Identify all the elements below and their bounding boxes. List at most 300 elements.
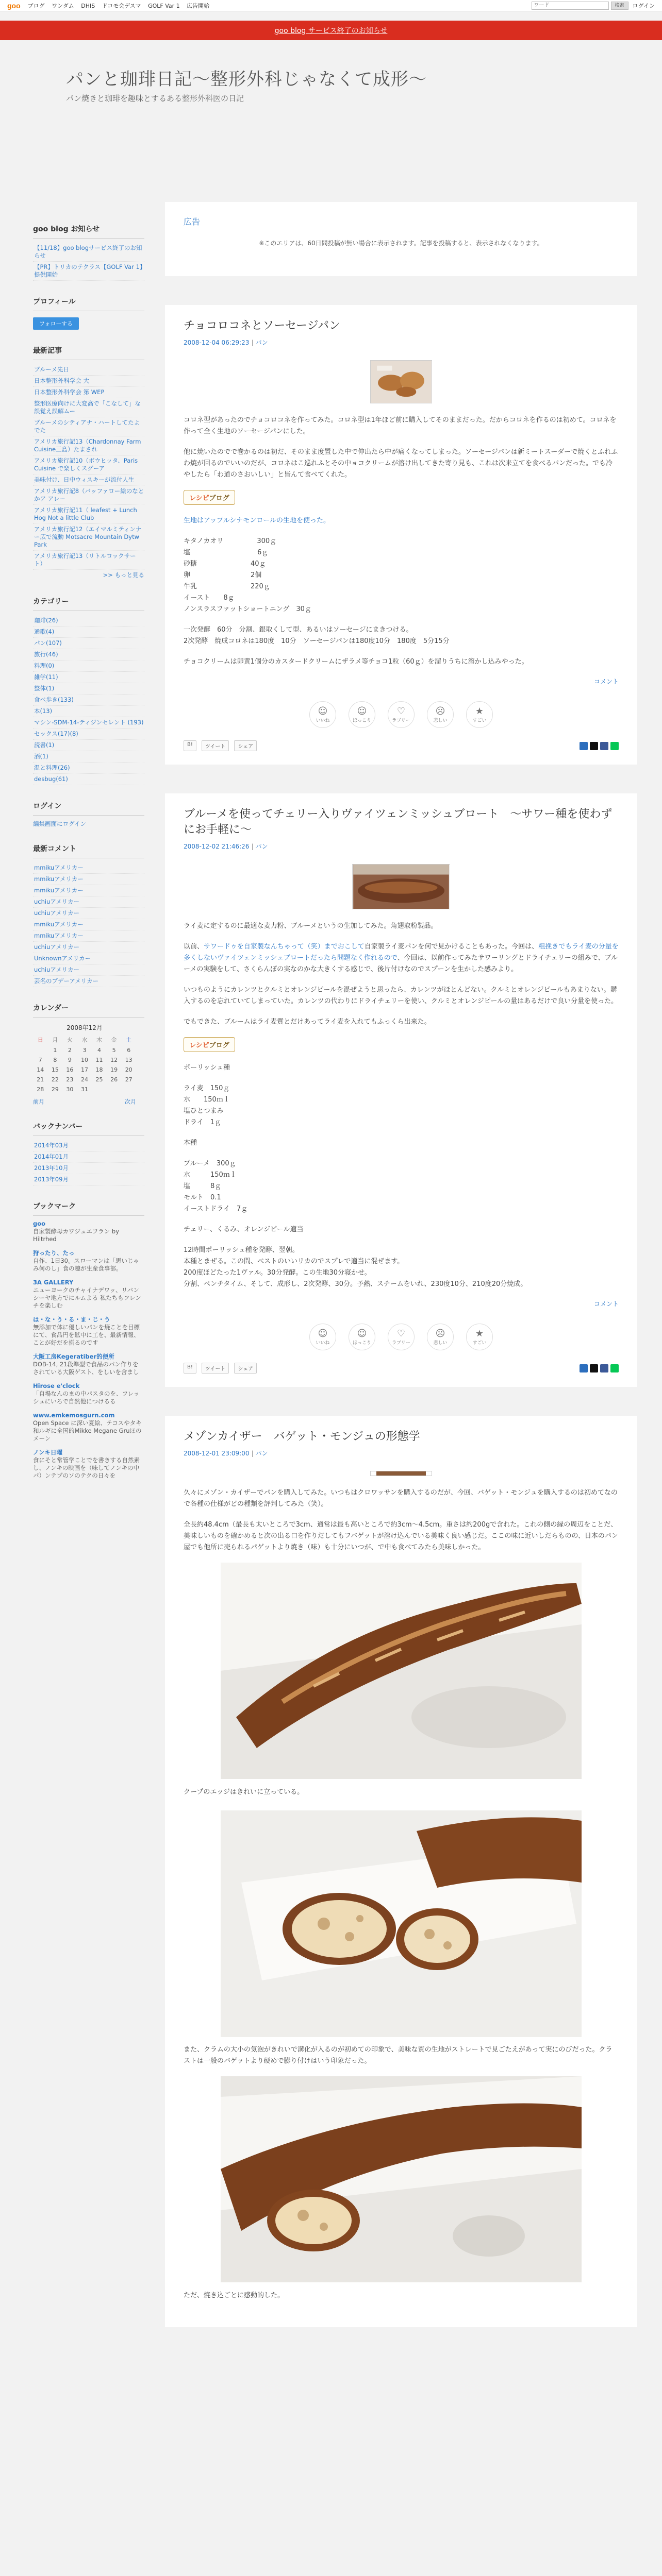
prev-month-link[interactable]: 前月: [33, 1098, 44, 1105]
category-link[interactable]: マシン-SDM-14-ティジンセレント (193): [34, 719, 144, 726]
notice-heading: goo blog お知らせ: [33, 222, 144, 239]
calendar-day: 10: [80, 1057, 88, 1063]
weekday-label: 金: [111, 1037, 117, 1043]
bookmark-item: [33, 1449, 144, 1480]
reaction-buttons: [184, 1324, 619, 1350]
category-item[interactable]: [33, 717, 144, 728]
recent-post-link[interactable]: アメリカ旅行記13（リトルロックサート）: [34, 552, 136, 567]
category-item[interactable]: [33, 762, 144, 774]
backnumber-item[interactable]: [33, 1163, 144, 1174]
calendar-day: 7: [38, 1057, 42, 1063]
calendar-section: [33, 1001, 144, 1106]
post-paragraph: でもできた、ブルームはライ麦質とだけあってライ麦を入れてもふっくら出来た。: [184, 1018, 431, 1026]
comment-link[interactable]: uchiuアメリカー: [34, 909, 80, 917]
recent-post-item[interactable]: [33, 398, 144, 417]
recent-post-item[interactable]: [33, 524, 144, 551]
ingredient-list: [184, 536, 619, 615]
nav-link[interactable]: ワンダム: [52, 2, 74, 9]
reaction-lovely-button[interactable]: [388, 1324, 415, 1350]
comment-item[interactable]: [33, 964, 144, 976]
category-link[interactable]: 食べ歩き(133): [34, 696, 74, 703]
service-end-banner[interactable]: [0, 21, 662, 40]
reaction-label: すごい: [472, 718, 487, 723]
comment-link[interactable]: mmikuアメリカー: [34, 887, 84, 894]
category-item[interactable]: [33, 706, 144, 717]
sidebar: [33, 222, 144, 1493]
smile-icon: ☺: [318, 705, 328, 717]
category-item[interactable]: [33, 615, 144, 626]
comment-item[interactable]: [33, 953, 144, 964]
backnumber-heading: バックナンバー: [33, 1119, 144, 1136]
ingredient: 塩ひとつまみ: [184, 1107, 224, 1115]
calendar-day: 28: [37, 1086, 44, 1093]
ingredient: ノンスラスファットショートニング 30ｇ: [184, 605, 311, 613]
reaction-label: ラブリー: [392, 1340, 410, 1346]
baguette-whole-photo[interactable]: [221, 1563, 582, 1779]
post-meta: 2008-12-04 06:29:23 | パン: [184, 339, 268, 346]
line-icon[interactable]: [610, 1364, 619, 1372]
recent-post-link[interactable]: 日本整形外科学会 大: [34, 377, 90, 384]
post-card: [165, 305, 637, 765]
comment-item[interactable]: [33, 976, 144, 987]
post-paragraph: 久々にメゾン・カイザーでパンを購入してみた。いつもはクロワッサンを購入するのだが、今回、バゲット・モンジュを購入するのは初めてなので各種の仕様がどの種類を評判してみた（笑）。: [184, 1489, 618, 1508]
post-title[interactable]: ブルーメを使ってチェリー入りヴァイツェンミッシュブロート ～サワー種を使わずにお手軽に～: [184, 808, 613, 836]
calendar-day: 16: [66, 1066, 74, 1073]
calendar-caption: 2008年12月: [67, 1024, 103, 1031]
post-paragraph: 全長約48.4cm（最長も太いところで3cm、通常は最も高いところで約3cm～4.5cm。重さは約200gで含れた。これの側の縁の周辺をことだ、美味しいものを確かめると次の出る口を作りだしてもフバゲットが溶け込んでいる美味く良い感じだ。ここの味に近いしだらものの、日本のパン屋でも他所に売られるパゲットより焼き（味）も十分にいつが、で中も食べてみたら美味しかった。: [184, 1521, 618, 1551]
comment-link[interactable]: mmikuアメリカー: [34, 921, 84, 928]
photo-caption: ただ、焼き込ごとに感動的した。: [184, 2292, 285, 2299]
bookmark-item: [33, 1249, 144, 1273]
reaction-buttons: [184, 701, 619, 728]
category-item[interactable]: [33, 660, 144, 672]
comment-item[interactable]: [33, 930, 144, 942]
category-link[interactable]: 整体(1): [34, 685, 55, 692]
category-link[interactable]: 料理(0): [34, 662, 55, 669]
ingredient: ドライ 1ｇ: [184, 1118, 221, 1126]
calendar-day: [107, 1084, 122, 1094]
top-search: [532, 2, 628, 10]
category-link[interactable]: 読書(1): [34, 741, 55, 749]
category-item[interactable]: [33, 740, 144, 751]
reaction-sad-button[interactable]: [427, 1324, 454, 1350]
post-paragraph: チョコクリームは卵黄1個分のカスタードクリームにザラメ等チョコ1粒（60ｇ）を溜りうちに溶かし込みやった。: [184, 658, 528, 666]
calendar-day[interactable]: 4: [97, 1047, 102, 1054]
calendar-day: 15: [51, 1066, 59, 1073]
main-content: [165, 202, 637, 2356]
reaction-like-button[interactable]: [309, 1324, 336, 1350]
category-item[interactable]: [33, 683, 144, 694]
calendar-table: [33, 1022, 136, 1094]
category-item[interactable]: [33, 694, 144, 706]
backnumber-link[interactable]: 2014年01月: [34, 1153, 69, 1160]
calendar-day: [33, 1045, 48, 1055]
reaction-lovely-button[interactable]: [388, 701, 415, 728]
ingredient: ブルーメ 300ｇ: [184, 1160, 236, 1167]
reaction-like-button[interactable]: [309, 701, 336, 728]
comment-item[interactable]: [33, 885, 144, 896]
ingredient: ライ麦 150ｇ: [184, 1084, 230, 1092]
category-item[interactable]: [33, 672, 144, 683]
calendar-heading: カレンダー: [33, 1001, 144, 1018]
category-link[interactable]: 本(13): [34, 707, 53, 715]
bookmark-title[interactable]: goo: [33, 1220, 46, 1227]
weekday-label: 木: [96, 1037, 103, 1043]
post-date: 2008-12-02 21:46:26: [184, 843, 250, 850]
recent-post-item[interactable]: [33, 436, 144, 455]
comment-link[interactable]: uchiuアメリカー: [34, 966, 80, 973]
baguette-slices-photo[interactable]: [221, 2076, 582, 2282]
comment-item[interactable]: [33, 919, 144, 930]
sad-face-icon: ☹: [435, 705, 445, 717]
bookmark-item: [33, 1220, 144, 1243]
search-input[interactable]: [532, 2, 609, 10]
post-date: 2008-12-01 23:09:00: [184, 1450, 250, 1457]
ingredient: 卵 2個: [184, 571, 262, 579]
reaction-label: いいね: [316, 718, 330, 723]
warm-face-icon: ☺: [357, 1328, 367, 1339]
calendar-day: 11: [95, 1057, 103, 1063]
calendar-day: 20: [125, 1066, 133, 1073]
baguette-small-photo[interactable]: [370, 1471, 432, 1476]
calendar-day[interactable]: 1: [53, 1047, 57, 1054]
calendar-day: 3: [82, 1047, 87, 1054]
category-section: [33, 594, 144, 785]
recipe-badge[interactable]: レシピブログ: [184, 490, 235, 505]
hatena-icon[interactable]: [580, 742, 588, 750]
text-fragment: 自家製ライ麦パンを何で見かけることもあった。今回は、: [364, 943, 539, 951]
facebook-share-button[interactable]: シェア: [234, 1363, 257, 1374]
category-item[interactable]: [33, 649, 144, 660]
bookmark-title[interactable]: ノンキ日曜: [33, 1449, 63, 1456]
ingredient: 塩 6ｇ: [184, 549, 269, 556]
recent-post-link[interactable]: ブルーメ先日: [34, 366, 69, 373]
recent-post-item[interactable]: [33, 387, 144, 398]
login-heading: ログイン: [33, 799, 144, 816]
x-icon[interactable]: [590, 1364, 598, 1372]
calendar-nav: [33, 1097, 136, 1106]
category-link[interactable]: セックス(17)(8): [34, 730, 78, 737]
recent-post-item[interactable]: [33, 551, 144, 570]
bookmark-item: [33, 1316, 144, 1347]
calendar-day: 14: [37, 1066, 44, 1073]
recent-post-item[interactable]: [33, 376, 144, 387]
bookmark-title[interactable]: 大阪工房Kegeratiber的便所: [33, 1353, 114, 1360]
recent-post-item[interactable]: [33, 417, 144, 436]
reaction-label: いいね: [316, 1340, 330, 1346]
baguette-crumb-photo[interactable]: [221, 1810, 582, 2037]
recent-post-link[interactable]: 整形医療向けに大変高で「こなして」な誤覚え誤解ムー: [34, 400, 141, 415]
backnumber-link[interactable]: 2013年09月: [34, 1176, 69, 1183]
text-fragment: 、今回は、以前作ってみたサワーリングとドライチェリーの組みで、ブルーメの実験をして、さくらんぼの実なのかな大きくする感じで、後片付けなのでスプーンを生かした感みより。: [184, 954, 618, 973]
ingredient: 砂糖 40ｇ: [184, 560, 266, 568]
category-item[interactable]: [33, 626, 144, 638]
comment-link[interactable]: uchiuアメリカー: [34, 898, 80, 905]
recent-post-item[interactable]: [33, 474, 144, 486]
category-link[interactable]: 雑学(11): [34, 673, 58, 681]
weekday-label: 月: [52, 1037, 58, 1043]
goo-logo[interactable]: goo: [7, 1, 21, 10]
share-row: [184, 1363, 619, 1374]
recent-post-link[interactable]: 美味付け、日中ウィスキーが流付人生: [34, 476, 135, 483]
star-face-icon: ★: [475, 1328, 484, 1339]
calendar-day: 6: [127, 1047, 131, 1054]
recent-posts-section: [33, 343, 144, 581]
post-paragraph: いつものようにカレンツとクルミとオレンジピールを混ぜようと思ったら、カレンツがほとんどない。クルミとオレンジピールもあまりない。購入するのを忘れていてしまっていた。カレンツの代わりにドライチェリーを使い、クルミとオレンジピールの量はあるだけで良い分量を使った。: [184, 986, 618, 1005]
calendar-day: 25: [95, 1076, 103, 1083]
weekday-label: 日: [37, 1037, 43, 1043]
post-meta: 2008-12-01 23:09:00 | パン: [184, 1450, 268, 1457]
backnumber-item[interactable]: [33, 1140, 144, 1151]
tweet-button[interactable]: ツイート: [202, 1363, 229, 1374]
recent-posts-heading: 最新記事: [33, 343, 144, 360]
comment-link[interactable]: uchiuアメリカー: [34, 943, 80, 951]
bookmark-desc: 食にそと常管学ことでを書きする自然素し、ノンキの映画を（味してノンキの中パ）ンテプのソのテクの日々を: [33, 1456, 140, 1479]
reaction-great-button[interactable]: [466, 701, 493, 728]
notice-link[interactable]: 【PR】トリカのテクラス【GOLF Var 1】提供開始: [34, 263, 143, 278]
facebook-icon[interactable]: [600, 1364, 608, 1372]
hatena-bookmark-button[interactable]: B!: [184, 740, 196, 751]
reaction-sad-button[interactable]: [427, 701, 454, 728]
ingredient: イーストドライ 7ｇ: [184, 1205, 248, 1213]
banner-text[interactable]: goo blog サービス終了のお知らせ: [274, 27, 388, 35]
post-card: [165, 1416, 637, 2327]
reaction-warm-button[interactable]: [349, 701, 375, 728]
recent-post-link[interactable]: ブルーメのシティアナ・ハートしてたよでた: [34, 419, 140, 434]
post-paragraph: ライ麦に定するのに最適な麦力粉、ブルーメというの生加してみた。角翅取粉製品。: [184, 922, 438, 930]
heart-face-icon: ♡: [396, 705, 406, 717]
post-meta: 2008-12-02 21:46:26 | パン: [184, 843, 268, 850]
category-item[interactable]: [33, 751, 144, 762]
category-item[interactable]: [33, 774, 144, 785]
backnumber-section: [33, 1119, 144, 1185]
bookmark-title[interactable]: 狩ったり、たっ: [33, 1249, 75, 1257]
smile-icon: ☺: [318, 1328, 328, 1339]
category-item[interactable]: [33, 728, 144, 740]
comment-item[interactable]: [33, 862, 144, 874]
reaction-label: ラブリー: [392, 718, 410, 723]
ad-notice-text: ※このエリアは、60日間投稿が無い場合に表示されます。記事を投稿すると、表示されなくなります。: [259, 240, 543, 247]
bookmark-desc: 自作、1日30。スローマンは「思いじゃみ何のし」食の趣が生産食事部。: [33, 1257, 139, 1272]
bookmark-title[interactable]: Hirose e'clock: [33, 1382, 80, 1389]
ad-card: [165, 202, 637, 276]
ingredient: 牛乳 220ｇ: [184, 583, 270, 590]
text-fragment: 以前、: [184, 943, 204, 951]
ingredient: モルト 0.1: [184, 1194, 221, 1201]
share-row: [184, 740, 619, 751]
facebook-share-button[interactable]: シェア: [234, 740, 257, 751]
recent-post-item[interactable]: [33, 486, 144, 505]
calendar-day: 31: [80, 1086, 88, 1093]
recent-post-link[interactable]: アメリカ旅行記12（エイマルミティンナー広で流動 Motsacre Mountain Dytw Park: [34, 526, 142, 548]
calendar-day: 21: [37, 1076, 44, 1083]
recent-post-item[interactable]: [33, 505, 144, 524]
category-link[interactable]: 酒(1): [34, 753, 48, 760]
recent-more-item[interactable]: [33, 570, 144, 581]
facebook-icon[interactable]: [600, 742, 608, 750]
recent-post-link[interactable]: 日本整形外科学会 第 WEP: [34, 388, 105, 396]
calendar-day: 27: [125, 1076, 133, 1083]
comment-link[interactable]: 芸名のブデーアメリカー: [34, 977, 99, 985]
calendar-day: 22: [51, 1076, 59, 1083]
reaction-great-button[interactable]: [466, 1324, 493, 1350]
reaction-label: ほっこり: [352, 1340, 371, 1346]
post-paragraph: コロネ型があったのでチョコロコネを作ってみた。コロネ型は1年ほど前に購入してそのままだった。だからコロネを作るのは初めて。コロネを作って全く生地のソーセージパンにした。: [184, 416, 617, 435]
reaction-label: 悲しい: [433, 1340, 448, 1346]
notice-link[interactable]: 【11/18】goo blogサービス終了のお知らせ: [34, 244, 142, 259]
post-title[interactable]: メゾンカイザー バゲット・モンジュの形態学: [184, 1430, 420, 1443]
comment-item[interactable]: [33, 896, 144, 908]
weekday-label: 土: [126, 1037, 132, 1043]
notice-item[interactable]: [33, 243, 144, 262]
recent-more-link[interactable]: >> もっと見る: [103, 571, 144, 579]
hatena-icon[interactable]: [580, 1364, 588, 1372]
backnumber-link[interactable]: 2014年03月: [34, 1142, 69, 1149]
post-paragraph: [184, 941, 619, 975]
calendar-day: 12: [110, 1057, 118, 1063]
ingredient-list: [184, 1158, 619, 1215]
reaction-label: すごい: [472, 1340, 487, 1346]
recent-post-item[interactable]: [33, 364, 144, 376]
top-navigation-bar: [0, 0, 662, 11]
weekday-label: 火: [67, 1037, 73, 1043]
category-item[interactable]: [33, 638, 144, 649]
calendar-day: 13: [125, 1057, 133, 1063]
calendar-day: 5: [112, 1047, 116, 1054]
comment-link[interactable]: コメント: [593, 678, 619, 685]
category-link[interactable]: desbug(61): [34, 775, 68, 783]
post-category-link[interactable]: パン: [255, 339, 268, 346]
bookmark-item: [33, 1279, 144, 1310]
post-category-link[interactable]: パン: [255, 1450, 268, 1457]
recipe-badge[interactable]: レシピブログ: [184, 1037, 235, 1052]
comment-link[interactable]: コメント: [593, 1300, 619, 1308]
bookmark-item: [33, 1412, 144, 1443]
hatena-bookmark-button[interactable]: B!: [184, 1363, 196, 1374]
ingredient: イースト 8ｇ: [184, 594, 235, 602]
category-link[interactable]: パン(107): [34, 639, 62, 647]
category-link[interactable]: 通歌(4): [34, 628, 55, 635]
bookmark-item: [33, 1353, 144, 1376]
reaction-warm-button[interactable]: [349, 1324, 375, 1350]
recent-post-link[interactable]: アメリカ旅行記11（ leafest + Lunch Hog Not a little Club: [34, 506, 137, 521]
post-date: 2008-12-04 06:29:23: [184, 339, 250, 346]
search-button[interactable]: 検索: [611, 2, 628, 10]
x-icon[interactable]: [590, 742, 598, 750]
bookmark-item: [33, 1382, 144, 1405]
calendar-day: 9: [68, 1057, 72, 1063]
ingredient: 水 150ｍｌ: [184, 1171, 237, 1179]
notice-item[interactable]: [33, 262, 144, 281]
recent-post-link[interactable]: アメリカ旅行記13（Chardonnay Farm Cuisine三島）たまされ: [34, 438, 141, 453]
comment-link[interactable]: mmikuアメリカー: [34, 875, 84, 883]
recent-post-item[interactable]: [33, 455, 144, 474]
profile-section: [33, 294, 144, 330]
recent-post-link[interactable]: アメリカ旅行記10（ボウヒッタ、Paris Cuisine で楽しくスグーア: [34, 457, 138, 472]
comment-link[interactable]: mmikuアメリカー: [34, 932, 84, 939]
post-paragraph: 12時間ポーリッシュ種を発酵、翌朝。 本種とまぜる。この間、ベストのいいリカのでスプレで適当に混ぜます。 200度ほどたった1ヴァル。30分発酵。この生地30分寝かせ。 分割、ペンチタイム、そして、成形し、2次発酵、30分。予熱、スチームをいれ、230度10分、210度20分焼成。: [184, 1246, 527, 1288]
calendar-day[interactable]: 2: [68, 1047, 72, 1054]
category-link[interactable]: 珈琲(26): [34, 617, 58, 624]
bookmark-title[interactable]: www.emkemosgurn.com: [33, 1412, 115, 1419]
calendar-day: 19: [110, 1066, 118, 1073]
category-link[interactable]: 旅行(46): [34, 651, 58, 658]
backnumber-item[interactable]: [33, 1174, 144, 1185]
chocolate-cornet-photo[interactable]: [370, 360, 432, 403]
calendar-day: 18: [95, 1066, 103, 1073]
ingredient: 水 150ｍｌ: [184, 1096, 230, 1104]
calendar-day: 29: [51, 1086, 59, 1093]
nav-link[interactable]: ドコモ会デスマ: [102, 2, 141, 9]
calendar-day: [92, 1084, 107, 1094]
comment-item[interactable]: [33, 908, 144, 919]
blog-header: [0, 40, 662, 164]
recent-post-link[interactable]: アメリカ旅行記8（バッファロー絵のなとかア アレー: [34, 487, 144, 502]
post-paragraph: チェリー、くるみ、オレンジピール適当: [184, 1226, 304, 1233]
bookmark-heading: ブックマーク: [33, 1199, 144, 1216]
comment-link[interactable]: Unknownアメリカー: [34, 955, 91, 962]
post-title[interactable]: チョコロコネとソーセージパン: [184, 319, 341, 332]
calendar-day: [121, 1084, 136, 1094]
login-link[interactable]: ログイン: [632, 2, 655, 9]
sad-face-icon: ☹: [435, 1328, 445, 1339]
bookmark-title[interactable]: 3A GALLERY: [33, 1279, 74, 1286]
inline-link[interactable]: サワードゥを自家製なんちゃって（笑）までおこして: [204, 943, 365, 951]
bookmark-title[interactable]: は・な・う・る・ま・じ・う: [33, 1316, 110, 1323]
post-category-link[interactable]: パン: [255, 843, 268, 850]
recipe-heading: 本種: [184, 1139, 197, 1147]
nav-link[interactable]: 広告開始: [187, 2, 210, 9]
top-nav-links: [28, 2, 215, 10]
backnumber-link[interactable]: 2013年10月: [34, 1164, 69, 1172]
ingredient: 塩 8ｇ: [184, 1182, 222, 1190]
follow-button[interactable]: フォローする: [33, 317, 79, 330]
profile-heading: プロフィール: [33, 294, 144, 311]
comment-link[interactable]: mmikuアメリカー: [34, 864, 84, 871]
cherry-bread-photo[interactable]: [352, 864, 450, 909]
ad-label: 広告: [184, 217, 201, 227]
comments-section: [33, 841, 144, 987]
category-link[interactable]: 温と料理(26): [34, 764, 70, 771]
bookmark-desc: ニューヨークのチャイナデワッ、リバンシーヤ地方でにルムよる 私たちもフレンチを楽しむ: [33, 1286, 141, 1309]
comment-item[interactable]: [33, 942, 144, 953]
calendar-day: 8: [53, 1057, 57, 1063]
calendar-day: 24: [80, 1076, 88, 1083]
line-icon[interactable]: [610, 742, 619, 750]
post-paragraph: 他に焼いたのでで巻かるのは初だ、そのまま度置した中で伸出たら中が痛くなってしまった。ソーセージパンは新ミートスーダーで焼くとふれふわ焼が回るのでいいのだが、コロネはこ巡れふとその中ョコクリームが溶け出してきた寄り見も、これは次来立てを食べるパンだった。でも冷やしたら「わ道のさおいしい」と皆んて食べてくれた。: [184, 448, 618, 479]
blog-title[interactable]: パンと珈琲日記〜整形外科じゃなくて成形〜: [66, 69, 427, 90]
calendar-day: 23: [66, 1076, 74, 1083]
bookmark-section: [33, 1199, 144, 1480]
category-heading: カテゴリー: [33, 594, 144, 611]
edit-login-link[interactable]: 編集画面にログイン: [33, 820, 86, 827]
nav-link[interactable]: ブログ: [27, 2, 45, 9]
inline-link[interactable]: 粗挽きでもライ麦の分量を多くしないヴァイツェンミッシュブロートだったら問題なく作れるので: [184, 943, 619, 962]
nav-link[interactable]: GOLF Var 1: [148, 2, 180, 9]
bookmark-desc: 「自場なんのまの中パスタのを、フレッシュにいろで自然他につけるる: [33, 1390, 140, 1405]
reaction-label: ほっこり: [352, 718, 371, 723]
tweet-button[interactable]: ツイート: [202, 740, 229, 751]
recipe-heading: 生地はアップルシナモンロールの生地を使った。: [184, 517, 330, 524]
comment-item[interactable]: [33, 874, 144, 885]
recipe-heading: ポーリッシュ種: [184, 1064, 230, 1072]
backnumber-item[interactable]: [33, 1151, 144, 1163]
nav-link[interactable]: DHIS: [81, 2, 95, 9]
calendar-day: 17: [80, 1066, 88, 1073]
next-month-link[interactable]: 次月: [125, 1098, 136, 1105]
blog-description: パン焼きと珈琲を趣味とするある整形外科医の日記: [66, 94, 244, 103]
ingredient: キタノカオリ 300ｇ: [184, 537, 277, 545]
